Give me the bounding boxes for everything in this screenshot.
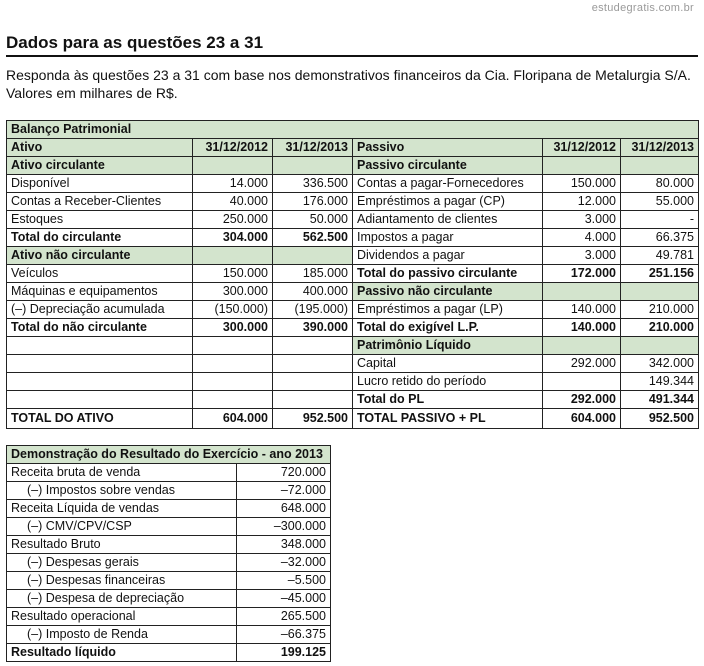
dre-cell: –72.000 bbox=[237, 482, 331, 500]
dre-cell: 720.000 bbox=[237, 464, 331, 482]
balanco-row bbox=[7, 355, 699, 373]
balanco-cell: Impostos a pagar bbox=[353, 229, 543, 247]
dre-cell: –45.000 bbox=[237, 590, 331, 608]
balanco-cell: Total do não circulante bbox=[7, 319, 193, 337]
balanco-cell: 292.000 bbox=[543, 355, 621, 373]
balanco-cell: Total do PL bbox=[353, 391, 543, 409]
balanco-cell: 604.000 bbox=[543, 409, 621, 429]
dre-cell: (–) Despesas financeiras bbox=[7, 572, 237, 590]
dre-cell: –300.000 bbox=[237, 518, 331, 536]
balanco-row bbox=[7, 409, 699, 429]
dre-row bbox=[7, 536, 331, 554]
dre-cell: –5.500 bbox=[237, 572, 331, 590]
balanco-cell bbox=[621, 337, 699, 355]
balanco-cell: 952.500 bbox=[273, 409, 353, 429]
dre-cell: (–) CMV/CPV/CSP bbox=[7, 518, 237, 536]
dre-title: Demonstração do Resultado do Exercício - ano 2013 bbox=[7, 446, 331, 464]
dre-cell: 648.000 bbox=[237, 500, 331, 518]
balanco-row bbox=[7, 337, 699, 355]
balanco-cell: Lucro retido do período bbox=[353, 373, 543, 391]
dre-table bbox=[6, 445, 331, 662]
balanco-cell bbox=[193, 157, 273, 175]
balanco-cell: 562.500 bbox=[273, 229, 353, 247]
balanco-cell bbox=[273, 391, 353, 409]
dre-row bbox=[7, 464, 331, 482]
balanco-cell: 250.000 bbox=[193, 211, 273, 229]
dre-cell: (–) Despesa de depreciação bbox=[7, 590, 237, 608]
balanco-cell: 140.000 bbox=[543, 319, 621, 337]
balanco-row bbox=[7, 193, 699, 211]
balanco-header-cell: Passivo bbox=[353, 139, 543, 157]
balanco-header-cell: 31/12/2012 bbox=[193, 139, 273, 157]
balanco-cell: 952.500 bbox=[621, 409, 699, 429]
balanco-title: Balanço Patrimonial bbox=[7, 121, 699, 139]
dre-row bbox=[7, 644, 331, 662]
balanco-cell bbox=[273, 355, 353, 373]
balanco-header-cell: 31/12/2012 bbox=[543, 139, 621, 157]
balanco-cell: 150.000 bbox=[193, 265, 273, 283]
dre-cell: 265.500 bbox=[237, 608, 331, 626]
site-watermark: estudegratis.com.br bbox=[591, 2, 694, 14]
balanco-cell bbox=[7, 373, 193, 391]
balanco-cell: 3.000 bbox=[543, 247, 621, 265]
balanco-cell: Ativo não circulante bbox=[7, 247, 193, 265]
balanco-row bbox=[7, 283, 699, 301]
dre-row bbox=[7, 572, 331, 590]
balanco-cell: Contas a Receber-Clientes bbox=[7, 193, 193, 211]
balanco-cell bbox=[193, 373, 273, 391]
balanco-cell: Patrimônio Líquido bbox=[353, 337, 543, 355]
title-divider bbox=[6, 55, 698, 57]
balanco-row bbox=[7, 391, 699, 409]
balanco-cell: Ativo circulante bbox=[7, 157, 193, 175]
balanco-row bbox=[7, 157, 699, 175]
balanco-cell: Empréstimos a pagar (CP) bbox=[353, 193, 543, 211]
balanco-cell bbox=[543, 337, 621, 355]
balanco-cell bbox=[7, 355, 193, 373]
balanco-cell bbox=[193, 247, 273, 265]
balanco-cell: 251.156 bbox=[621, 265, 699, 283]
balanco-cell bbox=[273, 247, 353, 265]
dre-cell: –66.375 bbox=[237, 626, 331, 644]
dre-cell: 199.125 bbox=[237, 644, 331, 662]
balanco-cell: TOTAL PASSIVO + PL bbox=[353, 409, 543, 429]
dre-row bbox=[7, 500, 331, 518]
balanco-row bbox=[7, 319, 699, 337]
balanco-cell: 172.000 bbox=[543, 265, 621, 283]
balanco-cell: Empréstimos a pagar (LP) bbox=[353, 301, 543, 319]
dre-cell: Resultado Bruto bbox=[7, 536, 237, 554]
dre-row bbox=[7, 518, 331, 536]
balanco-cell: 185.000 bbox=[273, 265, 353, 283]
balanco-cell: Total do passivo circulante bbox=[353, 265, 543, 283]
balanco-cell: Veículos bbox=[7, 265, 193, 283]
balanco-cell: 304.000 bbox=[193, 229, 273, 247]
dre-cell: Receita Líquida de vendas bbox=[7, 500, 237, 518]
balanco-cell bbox=[621, 283, 699, 301]
balanco-cell: 210.000 bbox=[621, 319, 699, 337]
balanco-cell: (195.000) bbox=[273, 301, 353, 319]
balanco-row bbox=[7, 265, 699, 283]
dre-cell: 348.000 bbox=[237, 536, 331, 554]
balanco-header-cell: 31/12/2013 bbox=[621, 139, 699, 157]
balanco-cell: Máquinas e equipamentos bbox=[7, 283, 193, 301]
dre-row bbox=[7, 590, 331, 608]
dre-cell: (–) Imposto de Renda bbox=[7, 626, 237, 644]
balanco-cell: Estoques bbox=[7, 211, 193, 229]
balanco-cell: Capital bbox=[353, 355, 543, 373]
balanco-cell: Total do circulante bbox=[7, 229, 193, 247]
balanco-cell: Passivo circulante bbox=[353, 157, 543, 175]
balanco-cell bbox=[543, 373, 621, 391]
balanco-cell: (150.000) bbox=[193, 301, 273, 319]
balanco-cell: 400.000 bbox=[273, 283, 353, 301]
balanco-cell bbox=[193, 391, 273, 409]
balanco-cell bbox=[273, 157, 353, 175]
dre-row bbox=[7, 482, 331, 500]
dre-row bbox=[7, 554, 331, 572]
balanco-cell: 80.000 bbox=[621, 175, 699, 193]
balanco-patrimonial-table bbox=[6, 120, 699, 429]
balanco-cell: 50.000 bbox=[273, 211, 353, 229]
balanco-cell bbox=[273, 373, 353, 391]
balanco-cell: Passivo não circulante bbox=[353, 283, 543, 301]
balanco-cell: 491.344 bbox=[621, 391, 699, 409]
balanco-cell: 66.375 bbox=[621, 229, 699, 247]
balanco-cell: 3.000 bbox=[543, 211, 621, 229]
balanco-cell: Disponível bbox=[7, 175, 193, 193]
dre-cell: Receita bruta de venda bbox=[7, 464, 237, 482]
balanco-cell bbox=[193, 337, 273, 355]
balanco-row bbox=[7, 247, 699, 265]
balanco-row bbox=[7, 373, 699, 391]
balanco-header-cell: 31/12/2013 bbox=[273, 139, 353, 157]
balanco-cell: TOTAL DO ATIVO bbox=[7, 409, 193, 429]
balanco-row bbox=[7, 229, 699, 247]
balanco-cell: 14.000 bbox=[193, 175, 273, 193]
balanco-cell: 150.000 bbox=[543, 175, 621, 193]
balanco-cell: Contas a pagar-Fornecedores bbox=[353, 175, 543, 193]
balanco-cell bbox=[621, 157, 699, 175]
balanco-header-cell: Ativo bbox=[7, 139, 193, 157]
balanco-cell: 342.000 bbox=[621, 355, 699, 373]
balanco-cell: 604.000 bbox=[193, 409, 273, 429]
balanco-cell: - bbox=[621, 211, 699, 229]
balanco-cell: Dividendos a pagar bbox=[353, 247, 543, 265]
balanco-cell: 4.000 bbox=[543, 229, 621, 247]
balanco-cell: 300.000 bbox=[193, 319, 273, 337]
balanco-row bbox=[7, 175, 699, 193]
intro-text: Responda às questões 23 a 31 com base nos demonstrativos financeiros da Cia. Floripana de Metalurgia S/A. Valores em milhares de R$. bbox=[6, 67, 691, 101]
balanco-cell bbox=[7, 337, 193, 355]
balanco-cell: 210.000 bbox=[621, 301, 699, 319]
dre-row bbox=[7, 608, 331, 626]
balanco-row bbox=[7, 301, 699, 319]
balanco-cell: 149.344 bbox=[621, 373, 699, 391]
balanco-cell: 49.781 bbox=[621, 247, 699, 265]
dre-cell: Resultado operacional bbox=[7, 608, 237, 626]
dre-cell: (–) Impostos sobre vendas bbox=[7, 482, 237, 500]
balanco-cell: Adiantamento de clientes bbox=[353, 211, 543, 229]
balanco-cell: 390.000 bbox=[273, 319, 353, 337]
balanco-cell bbox=[543, 283, 621, 301]
dre-cell: Resultado líquido bbox=[7, 644, 237, 662]
balanco-cell: (–) Depreciação acumulada bbox=[7, 301, 193, 319]
balanco-cell: 55.000 bbox=[621, 193, 699, 211]
dre-row bbox=[7, 626, 331, 644]
balanco-cell: 40.000 bbox=[193, 193, 273, 211]
dre-cell: (–) Despesas gerais bbox=[7, 554, 237, 572]
balanco-cell bbox=[273, 337, 353, 355]
balanco-cell bbox=[543, 157, 621, 175]
balanco-cell: 176.000 bbox=[273, 193, 353, 211]
balanco-cell: 12.000 bbox=[543, 193, 621, 211]
balanco-cell: 292.000 bbox=[543, 391, 621, 409]
balanco-cell bbox=[193, 355, 273, 373]
balanco-cell: 140.000 bbox=[543, 301, 621, 319]
balanco-cell: Total do exigível L.P. bbox=[353, 319, 543, 337]
balanco-row bbox=[7, 211, 699, 229]
balanco-cell: 300.000 bbox=[193, 283, 273, 301]
balanco-cell: 336.500 bbox=[273, 175, 353, 193]
balanco-cell bbox=[7, 391, 193, 409]
dre-cell: –32.000 bbox=[237, 554, 331, 572]
page-title: Dados para as questões 23 a 31 bbox=[6, 33, 264, 52]
